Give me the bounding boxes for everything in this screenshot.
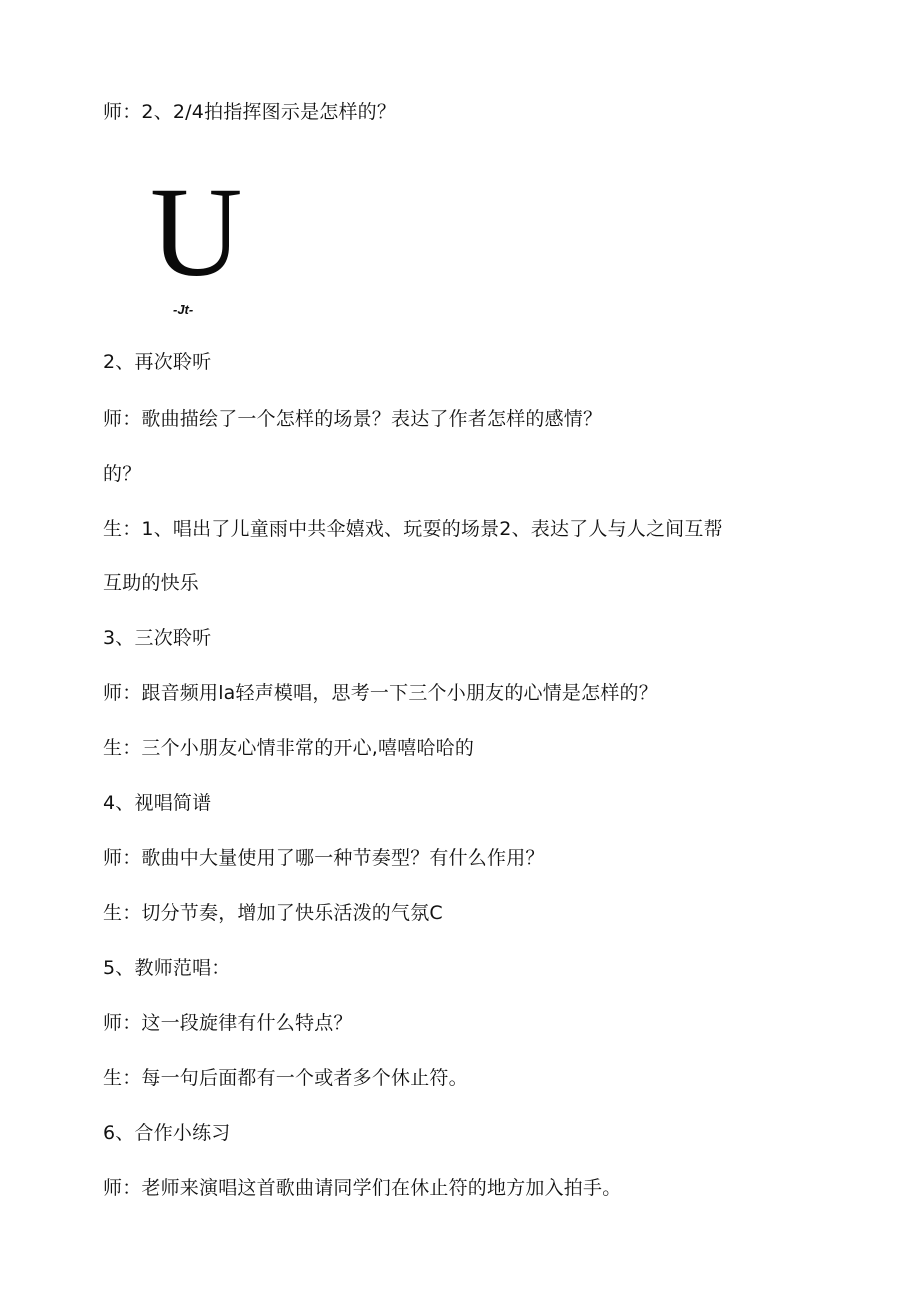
text-line-teacher-clap: 师：老师来演唱这首歌曲请同学们在休止符的地方加入拍手。 [103, 1177, 622, 1199]
conducting-pattern-caption: -Jt- [173, 302, 194, 317]
text-line-teacher-rhythm: 师：歌曲中大量使用了哪一种节奏型？有什么作用？ [103, 847, 545, 869]
text-line-fragment: 的？ [103, 463, 142, 485]
text-line-student-syncopation: 生：切分节奏，增加了快乐活泼的气氛C [103, 902, 443, 924]
text-line-student-rests: 生：每一句后面都有一个或者多个休止符。 [103, 1067, 468, 1089]
text-line-question-conducting: 师：2、2/4拍指挥图示是怎样的？ [103, 101, 397, 123]
section-heading-teacher-demo: 5、教师范唱： [103, 957, 231, 979]
text-line-student-answer: 生：1、唱出了儿童雨中共伞嬉戏、玩耍的场景2、表达了人与人之间互帮 [103, 518, 723, 540]
text-line-student-answer-cont: 互助的快乐 [103, 572, 200, 594]
section-heading-practice: 6、合作小练习 [103, 1122, 231, 1144]
section-heading-listen-again: 2、再次聆听 [103, 351, 212, 373]
section-heading-sight-sing: 4、视唱简谱 [103, 792, 212, 814]
text-line-teacher-melody: 师：这一段旋律有什么特点？ [103, 1012, 353, 1034]
text-line-student-mood: 生：三个小朋友心情非常的开心,嘻嘻哈哈的 [103, 737, 475, 759]
section-heading-third-listen: 3、三次聆听 [103, 627, 212, 649]
text-line-teacher-hum: 师：跟音频用la轻声模唱，思考一下三个小朋友的心情是怎样的？ [103, 682, 658, 704]
text-line-teacher-question: 师：歌曲描绘了一个怎样的场景？表达了作者怎样的感情？ [103, 408, 603, 430]
conducting-pattern-glyph: U [150, 161, 243, 303]
